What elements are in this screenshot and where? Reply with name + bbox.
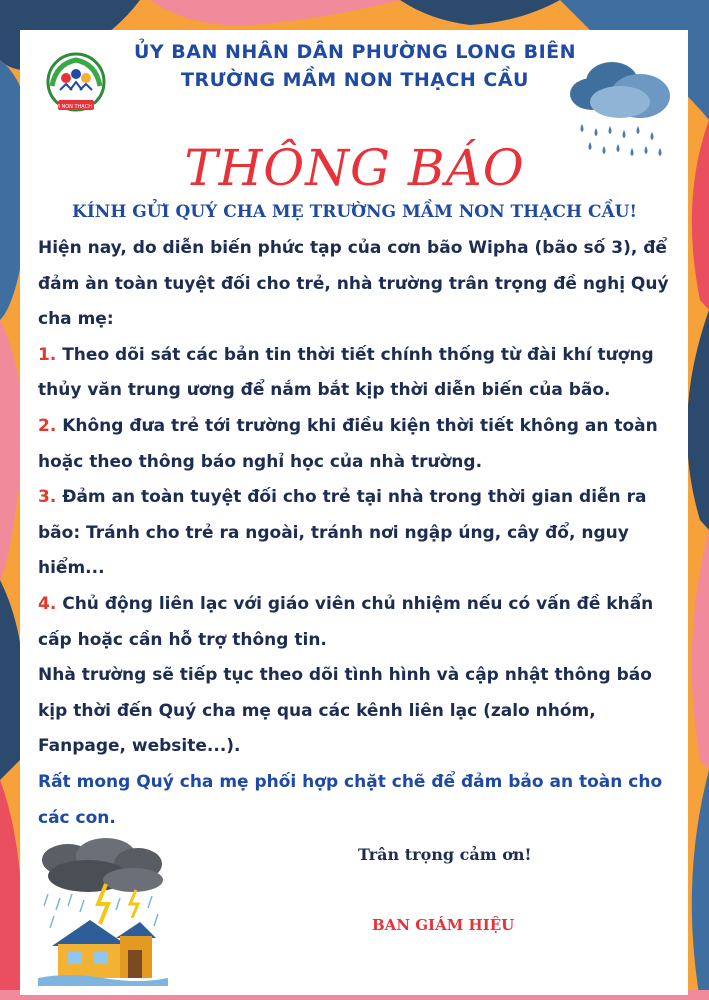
item-number: 3. — [38, 487, 57, 508]
item-text: Đảm an toàn tuyệt đối cho trẻ tại nhà trong thời gian diễn ra bão: Tránh cho trẻ ra ngoài, tránh nơi ngập úng, cây đổ, nguy hiểm... — [38, 487, 647, 579]
followup-paragraph: Nhà trường sẽ tiếp tục theo dõi tình hình và cập nhật thông báo kịp thời đến Quý cha mẹ qua các kênh liên lạc (zalo nhóm, Fanpage, website...). — [38, 665, 652, 757]
storm-house-icon — [28, 838, 178, 988]
thanks-line: Trân trọng cảm ơn! — [358, 845, 532, 864]
request-paragraph: Rất mong Quý cha mẹ phối hợp chặt chẽ để đảm bảo an toàn cho các con. — [38, 771, 663, 828]
header-ward: ỦY BAN NHÂN DÂN PHƯỜNG LONG BIÊN — [133, 41, 577, 63]
notice-title: THÔNG BÁO — [184, 139, 525, 197]
item-text: Chủ động liên lạc với giáo viên chủ nhiệm nếu có vấn đề khẩn cấp hoặc cần hỗ trợ thông tin. — [38, 593, 654, 650]
notice-body — [38, 231, 678, 836]
header — [110, 38, 600, 94]
greeting: KÍNH GỬI QUÝ CHA MẸ TRƯỜNG MẦM NON THẠCH CẦU! — [72, 202, 637, 222]
list-item — [38, 338, 678, 409]
item-number: 1. — [38, 344, 57, 365]
svg-text:MẦM NON THẠCH CẦU: MẦM NON THẠCH CẦU — [47, 104, 105, 110]
list-item — [38, 409, 678, 480]
item-text: Theo dõi sát các bản tin thời tiết chính thống từ đài khí tượng thủy văn trung ương để nắm bắt kịp thời diễn biến của bão. — [38, 344, 654, 401]
header-school: TRƯỜNG MẦM NON THẠCH CẦU — [181, 69, 529, 91]
list-item — [38, 480, 678, 587]
intro-paragraph: Hiện nay, do diễn biến phức tạp của cơn bão Wipha (bão số 3), để đảm àn toàn tuyệt đối cho trẻ, nhà trường trân trọng đề nghị Quý cha mẹ: — [38, 238, 669, 330]
signature: BAN GIÁM HIỆU — [372, 916, 515, 934]
school-logo-icon — [42, 52, 110, 116]
item-number: 4. — [38, 593, 57, 614]
list-item — [38, 587, 678, 658]
item-text: Không đưa trẻ tới trường khi điều kiện thời tiết không an toàn hoặc theo thông báo nghỉ học của nhà trường. — [38, 415, 658, 472]
item-number: 2. — [38, 415, 57, 436]
